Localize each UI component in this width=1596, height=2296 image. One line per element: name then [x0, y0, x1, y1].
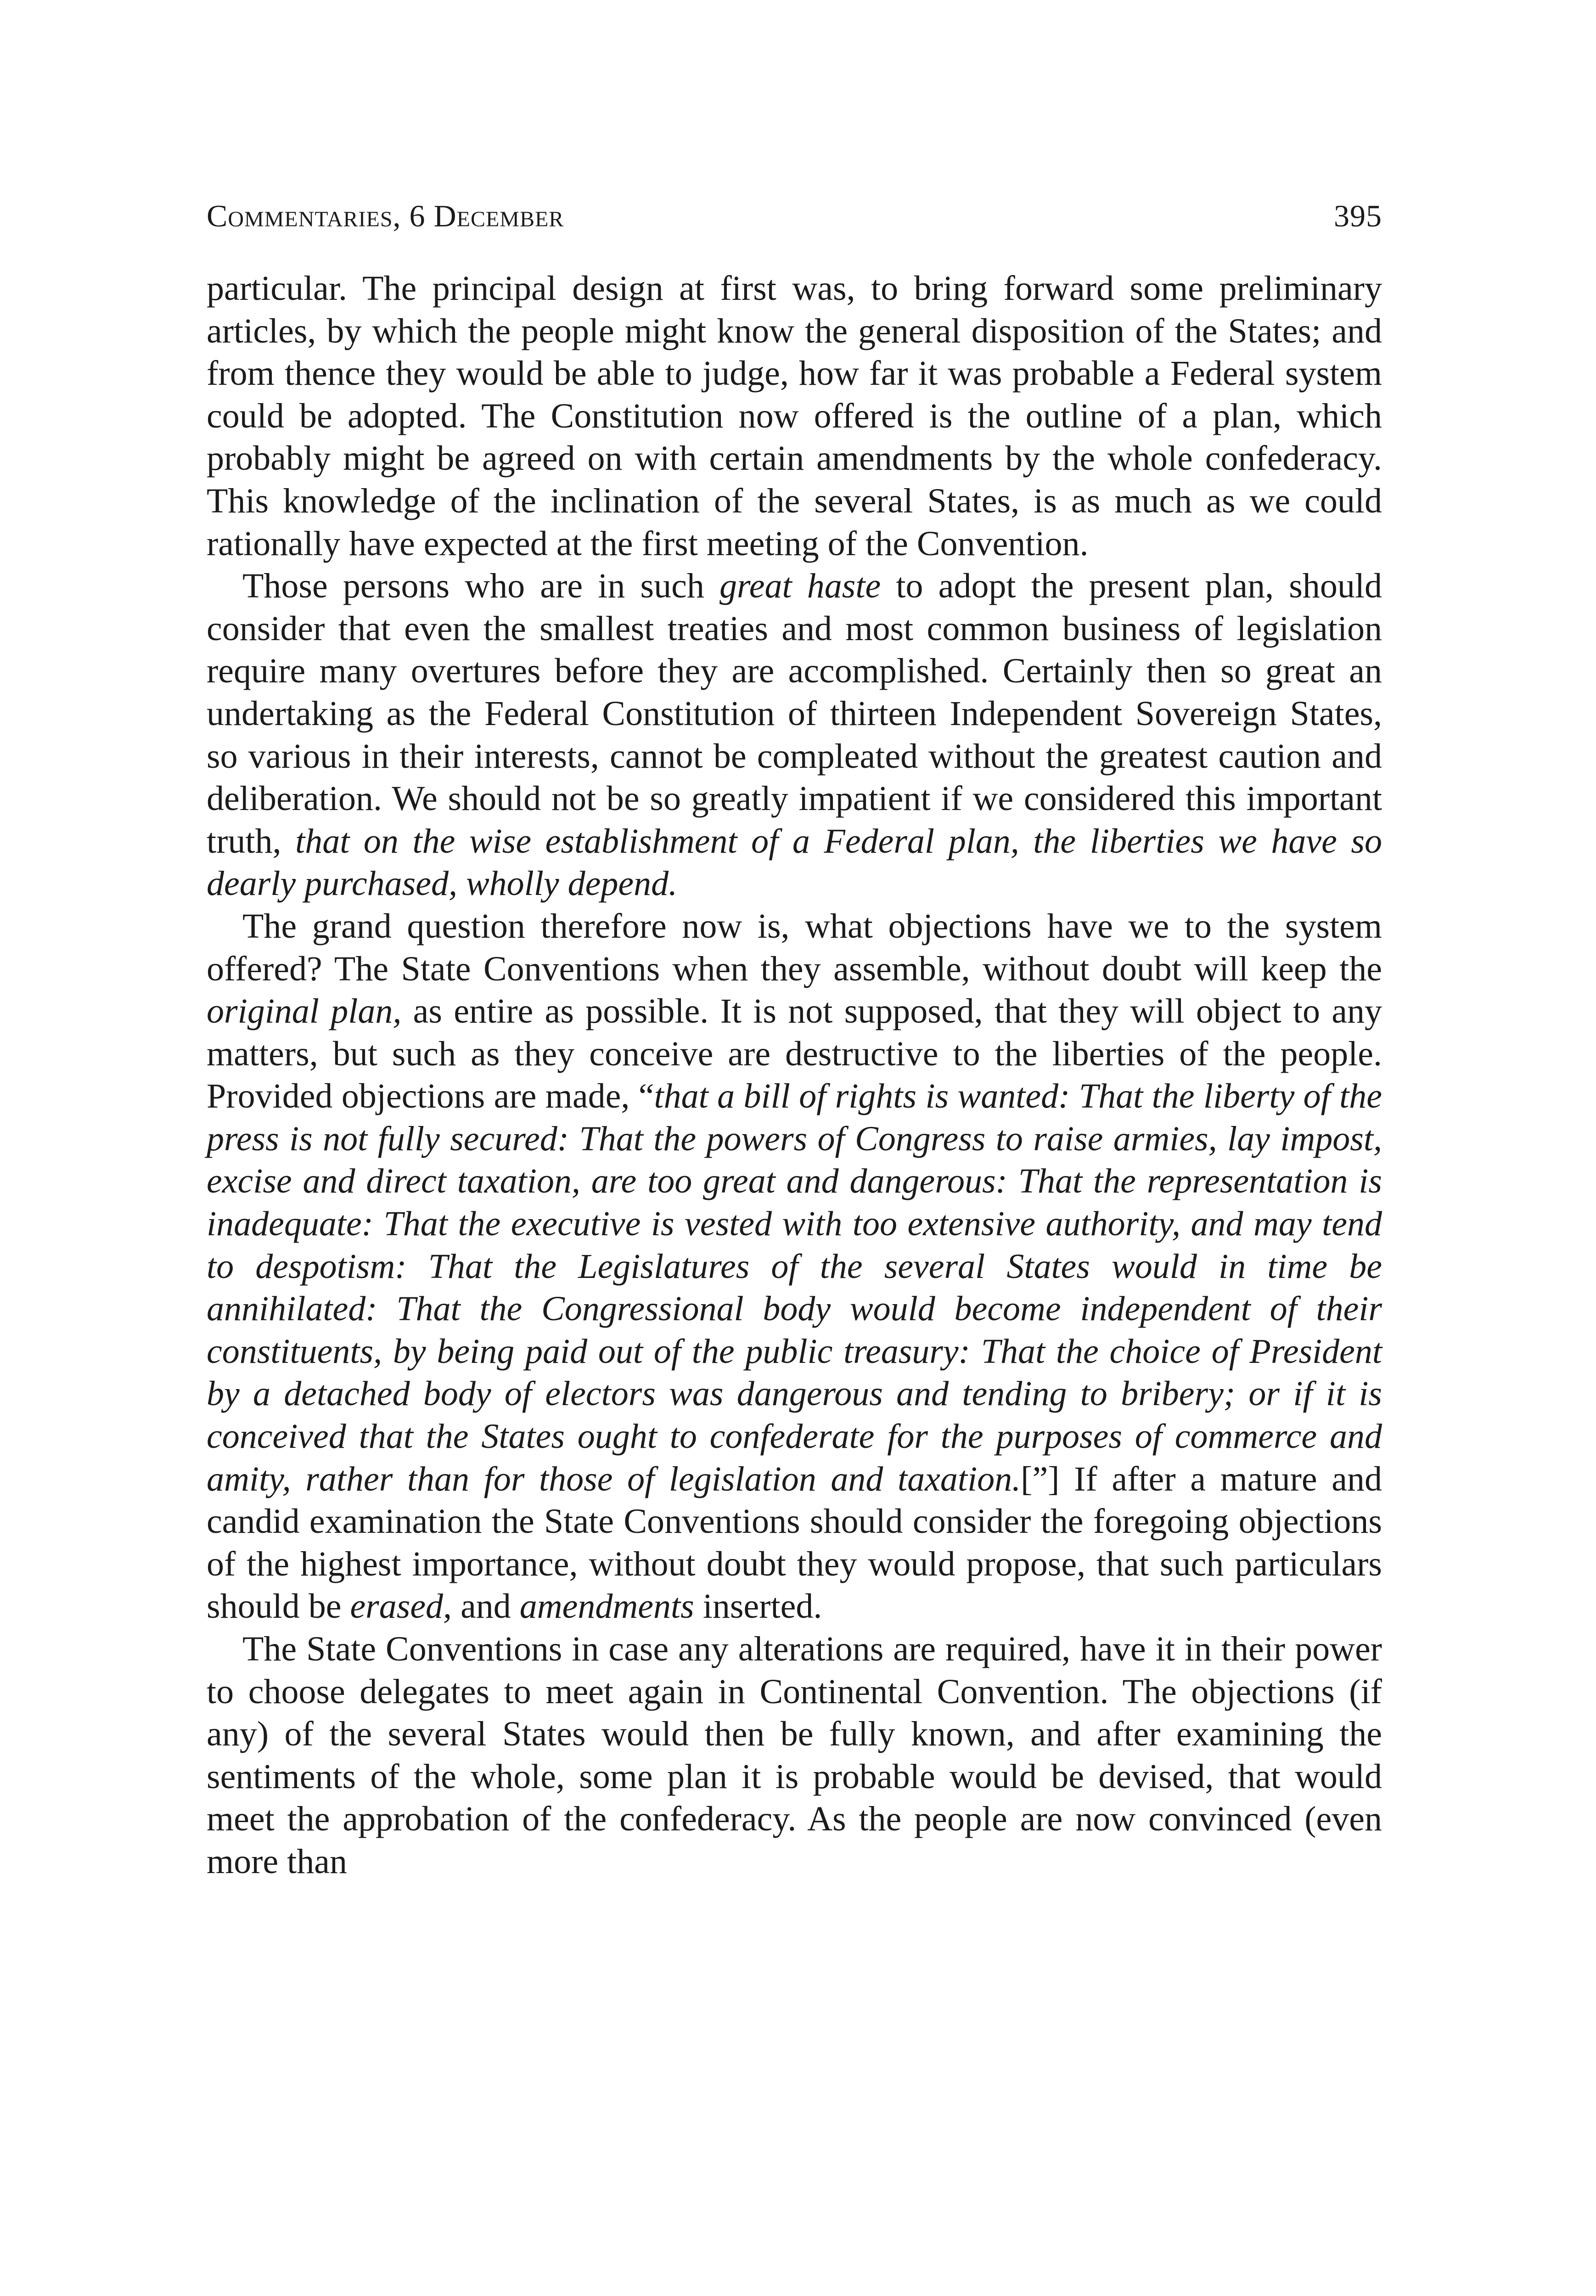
- paragraph-3-text-e: [”] If after a mature and candid examination the State Conventions should consider the foregoing objections of the highest importance, without doubt they would propose, that such particulars should be: [207, 1459, 1382, 1626]
- body-text: [207, 267, 1382, 1883]
- paragraph-3-text-g: and: [452, 1587, 520, 1626]
- book-page: [207, 197, 1382, 1883]
- page-number: 395: [1334, 198, 1382, 233]
- paragraph-2: [207, 565, 1382, 905]
- paragraph-2-italic-great-haste: great haste: [719, 567, 881, 606]
- paragraph-3-italic-objections: that a bill of rights is wanted: That the liberty of the press is not fully secured: That the powers of Congress to raise armies, lay impost, excise and direct taxation, are too great and dangerous: That the representation is inadequate: That the executive is vested with too extensive authority, and may tend to despotism: That the Legislatures of the several States would in time be annihilated: That the Congressional body would become independent of their constituents, by being paid out of the public treasury: That the choice of President by a detached body of electors was dangerous and tending to bribery; or if it is conceived that the States ought to confederate for the purposes of commerce and amity, rather than for those of legislation and taxation.: [207, 1077, 1382, 1498]
- paragraph-3-text-a: The grand question therefore now is, what objections have we to the system offered? The State Conventions when they assemble, without doubt will keep the: [207, 906, 1382, 988]
- paragraph-3-text-i: inserted.: [694, 1587, 822, 1626]
- paragraph-3-italic-original-plan: original plan,: [207, 992, 402, 1031]
- paragraph-3-italic-amendments: amendments: [519, 1587, 694, 1626]
- paragraph-2-text-c: to adopt the present plan, should consider that even the smallest treaties and most common business of legislation require many overtures before they are accomplished. Certainly then so great an undertaking as the Federal Constitution of thirteen Independent Sovereign States, so various in their interests, cannot be compleated without the greatest caution and deliberation. We should not be so greatly impatient if we considered this important truth,: [207, 567, 1382, 861]
- paragraph-3-text-c: as entire as possible. It is not supposed, that they will object to any matters, but such as they conceive are destructive to the liberties of the people. Provided objections are made, “: [207, 992, 1382, 1116]
- paragraph-3-italic-erased: erased,: [350, 1587, 452, 1626]
- running-title: Commentaries, 6 December: [207, 198, 564, 233]
- paragraph-2-text-a: Those persons who are in such: [242, 567, 719, 606]
- paragraph-4: The State Conventions in case any alterations are required, have it in their power to choose delegates to meet again in Continental Convention. The objections (if any) of the several States would then be fully known, and after examining the sentiments of the whole, some plan it is probable would be devised, that would meet the approbation of the confederacy. As the people are now convinced (even more than: [207, 1630, 1382, 1881]
- paragraph-3: [207, 905, 1382, 1628]
- paragraph-1: particular. The principal design at first was, to bring forward some preliminary articles, by which the people might know the general disposition of the States; and from thence they would be able to judge, how far it was probable a Federal system could be adopted. The Constitution now offered is the outline of a plan, which probably might be agreed on with certain amendments by the whole confederacy. This knowledge of the inclination of the several States, is as much as we could rationally have expected at the first meeting of the Convention.: [207, 269, 1382, 563]
- running-head: [207, 197, 1382, 234]
- paragraph-2-italic-truth: that on the wise establishment of a Federal plan, the liberties we have so dearly purchased, wholly depend.: [207, 822, 1382, 903]
